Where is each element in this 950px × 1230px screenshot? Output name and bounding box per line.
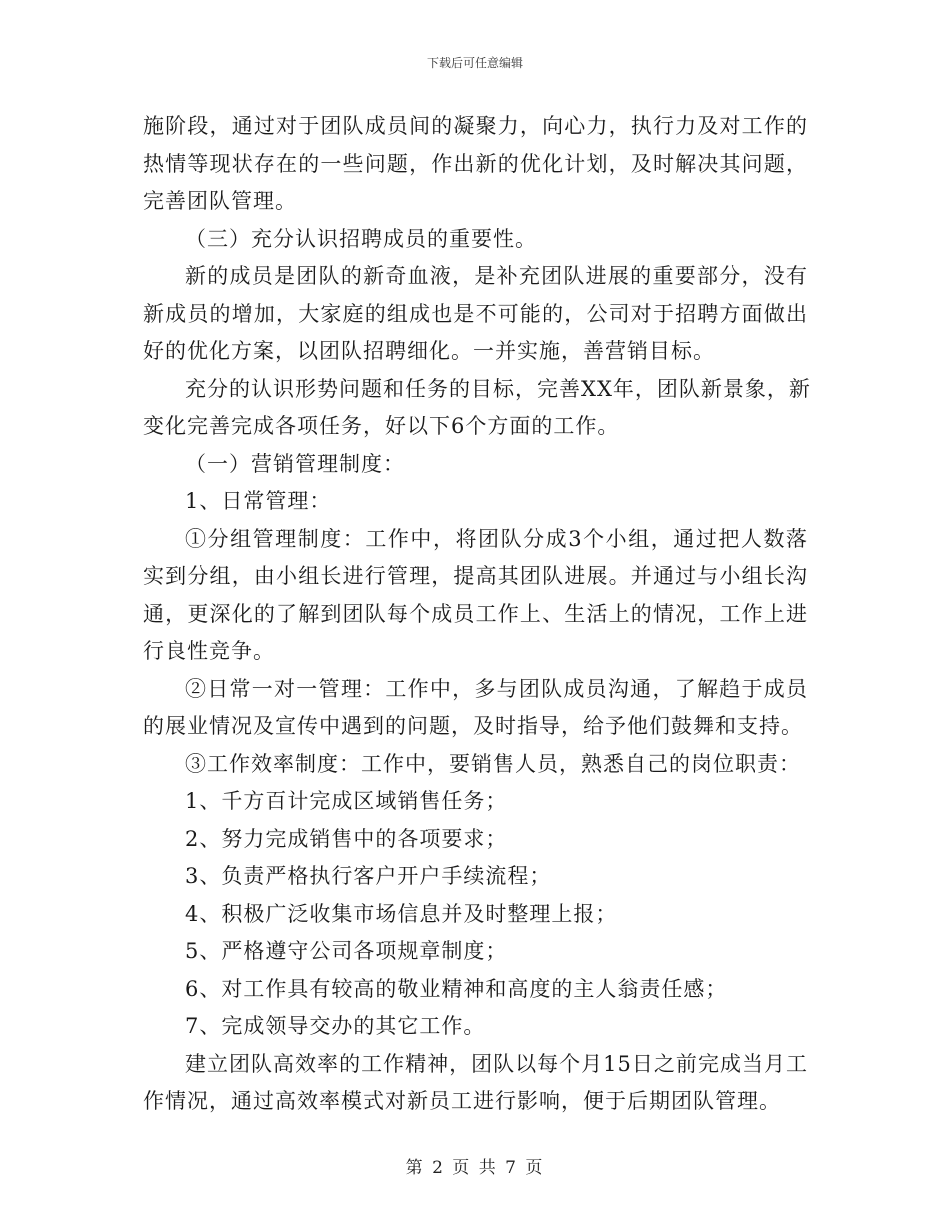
paragraph-line: 新的成员是团队的新奇血液，是补充团队进展的重要部分，没有 bbox=[185, 264, 808, 288]
paragraph-line: 好的优化方案，以团队招聘细化。一并实施，善营销目标。 bbox=[143, 339, 715, 363]
paragraph-line: 新成员的增加，大家庭的组成也是不可能的，公司对于招聘方面做出 bbox=[143, 301, 808, 326]
paragraph-line: 施阶段，通过对于团队成员间的凝聚力，向心力，执行力及对工作的 bbox=[143, 114, 808, 138]
paragraph-line: ①分组管理制度：工作中，将团队分成3个小组，通过把人数落 bbox=[185, 526, 808, 551]
list-item: 1、千方百计完成区域销售任务； bbox=[185, 789, 508, 813]
paragraph-line: 充分的认识形势问题和任务的目标，完善XX年，团队新景象，新 bbox=[185, 376, 811, 401]
list-item: 7、完成领导交办的其它工作。 bbox=[185, 1014, 486, 1038]
paragraph-line: 实到分组，由小组长进行管理，提高其团队进展。并通过与小组长沟 bbox=[143, 564, 808, 588]
paragraph-line: 热情等现状存在的一些问题，作出新的优化计划，及时解决其问题， bbox=[143, 151, 808, 176]
list-item: 6、对工作具有较高的敬业精神和高度的主人翁责任感； bbox=[185, 976, 728, 1001]
paragraph-line: 建立团队高效率的工作精神，团队以每个月15日之前完成当月工 bbox=[185, 1051, 808, 1076]
section-heading: （三）充分认识招聘成员的重要性。 bbox=[185, 226, 537, 251]
page-footer: 第 2 页 共 7 页 bbox=[405, 1158, 545, 1178]
paragraph-line: 完善团队管理。 bbox=[143, 189, 297, 213]
list-item: 5、严格遵守公司各项规章制度； bbox=[185, 939, 508, 963]
paragraph-line: 的展业情况及宣传中遇到的问题，及时指导，给予他们鼓舞和支持。 bbox=[143, 714, 803, 738]
list-item: 3、负责严格执行客户开户手续流程； bbox=[185, 864, 552, 888]
paragraph-line: ②日常一对一管理：工作中，多与团队成员沟通，了解趋于成员 bbox=[185, 676, 808, 701]
document-body bbox=[143, 108, 811, 1121]
list-item: 2、努力完成销售中的各项要求； bbox=[185, 826, 508, 851]
paragraph-line: 通，更深化的了解到团队每个成员工作上、生活上的情况，工作上进 bbox=[143, 601, 808, 626]
paragraph-line: 变化完善完成各项任务，好以下6个方面的工作。 bbox=[143, 414, 620, 438]
section-heading: （一）营销管理制度： bbox=[185, 451, 405, 476]
page-header: 下载后可任意编辑 bbox=[426, 56, 523, 70]
paragraph-line: 行良性竞争。 bbox=[143, 639, 275, 663]
paragraph-line: ③工作效率制度：工作中，要销售人员，熟悉自己的岗位职责： bbox=[185, 751, 801, 776]
subsection-heading: 1、日常管理： bbox=[185, 489, 332, 513]
paragraph-line: 作情况，通过高效率模式对新员工进行影响，便于后期团队管理。 bbox=[143, 1089, 781, 1113]
list-item: 4、积极广泛收集市场信息并及时整理上报； bbox=[185, 901, 618, 926]
